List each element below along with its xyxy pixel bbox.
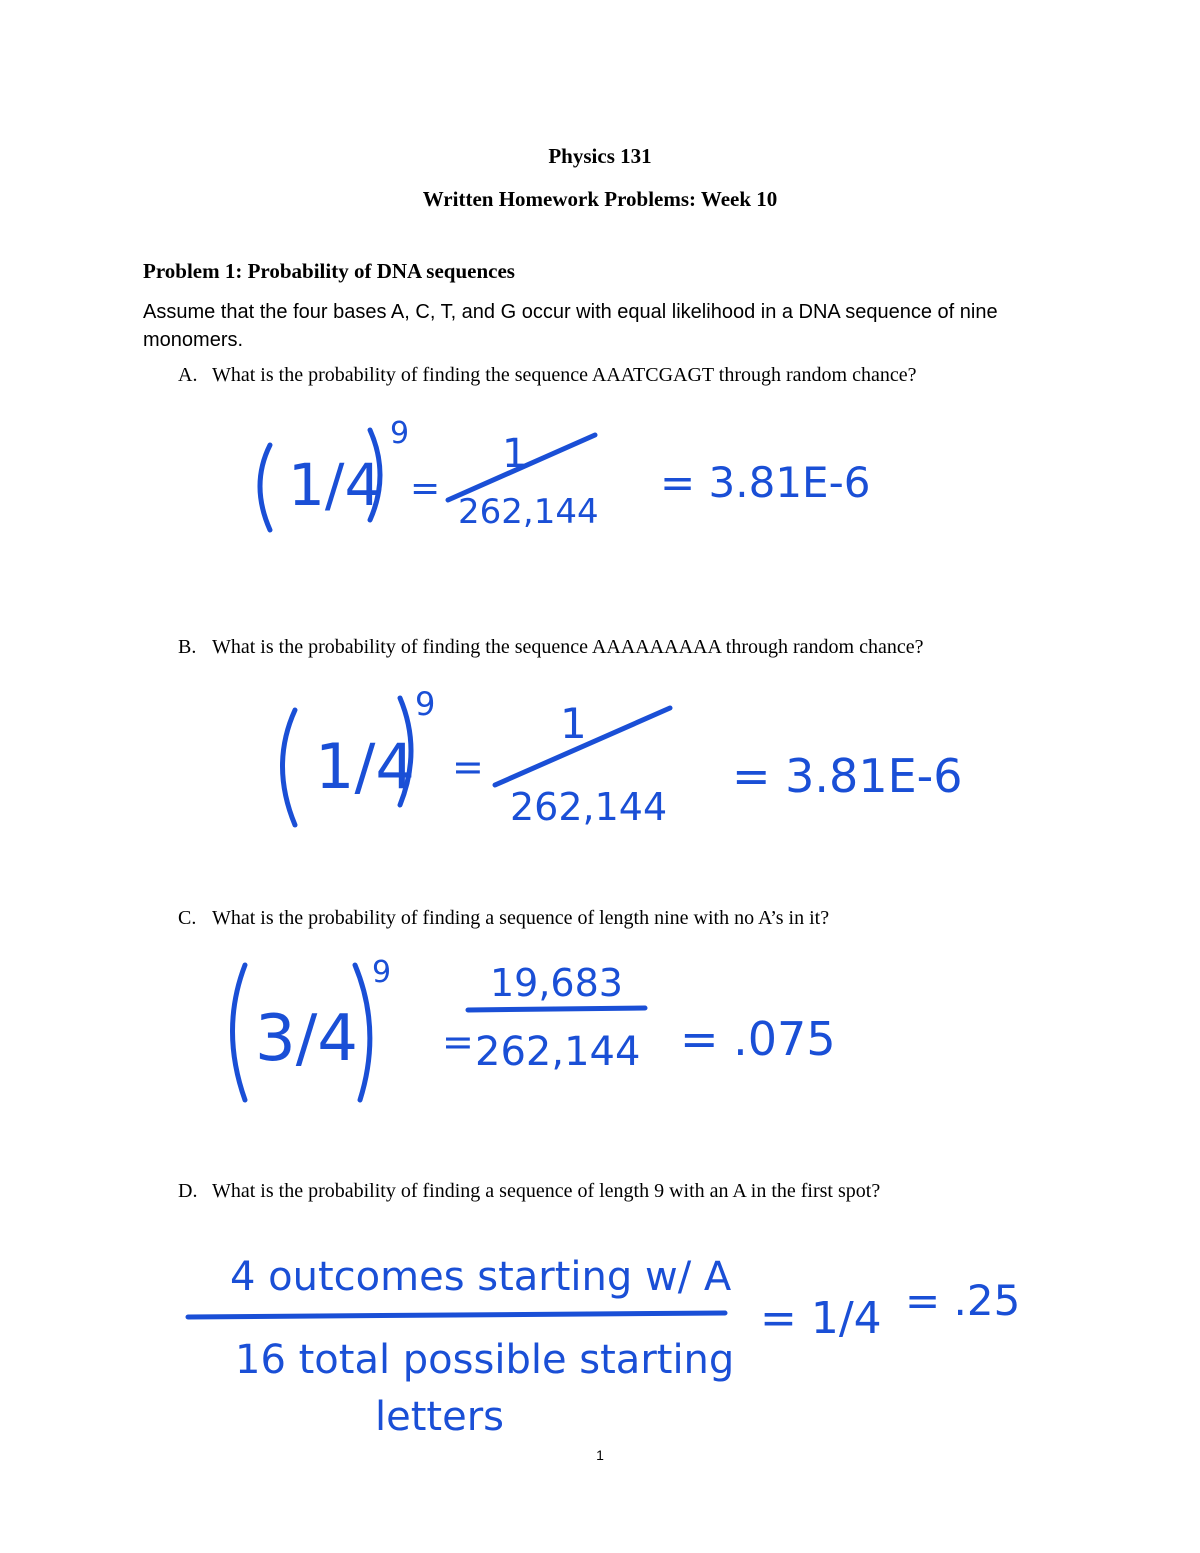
question-b: [178, 636, 923, 659]
answer-numerator: 1: [502, 431, 528, 477]
question-text: What is the probability of finding a sequence of length nine with no A’s in it?: [212, 907, 830, 929]
svg-text:=: =: [442, 1020, 474, 1064]
answer-denominator: 262,144: [510, 785, 668, 829]
problem-heading: Problem 1: Probability of DNA sequences: [143, 259, 515, 283]
answer-fraction: = 1/4: [760, 1293, 882, 1344]
question-letter: A.: [178, 364, 198, 386]
answer-numerator: 4 outcomes starting w/ A: [230, 1254, 732, 1300]
answer-result: = .25: [905, 1276, 1021, 1325]
answer-numerator: 1: [560, 699, 587, 748]
answer-denominator-line1: 16 total possible starting: [235, 1337, 735, 1383]
question-text: What is the probability of finding the sequence AAATCGAGT through random chance?: [212, 364, 917, 386]
answer-denominator: 262,144: [458, 492, 599, 532]
document-subtitle: Written Homework Problems: Week 10: [422, 187, 778, 211]
answer-exponent: 9: [372, 955, 392, 990]
question-c: [178, 907, 829, 930]
svg-text:=: =: [410, 468, 441, 509]
handwritten-answer-b: [270, 680, 970, 835]
question-text: What is the probability of finding a sequence of length 9 with an A in the first spot?: [212, 1180, 881, 1202]
answer-exponent: 9: [390, 416, 410, 451]
page-number: 1: [596, 1447, 604, 1463]
answer-exponent: 9: [415, 685, 436, 723]
question-letter: B.: [178, 636, 197, 658]
question-d: [178, 1180, 880, 1203]
question-text: What is the probability of finding the sequence AAAAAAAAA through random chance?: [212, 636, 924, 658]
question-a: [178, 364, 916, 387]
answer-base: 1/4: [315, 730, 415, 803]
answer-denominator: 262,144: [475, 1029, 641, 1075]
handwritten-answer-a: [240, 405, 880, 550]
answer-result: = 3.81E-6: [732, 749, 963, 803]
handwritten-answer-d: [180, 1225, 1040, 1450]
problem-intro: Assume that the four bases A, C, T, and G occur with equal likelihood in a DNA sequence of nine monomers.: [143, 301, 998, 351]
document-title: Physics 131: [548, 144, 652, 168]
answer-denominator-line2: letters: [375, 1394, 504, 1440]
answer-numerator: 19,683: [490, 961, 623, 1005]
answer-base: 1/4: [288, 451, 382, 519]
question-letter: C.: [178, 907, 197, 929]
question-letter: D.: [178, 1180, 198, 1202]
answer-base: 3/4: [255, 1002, 358, 1076]
handwritten-answer-c: [220, 950, 860, 1115]
answer-result: = 3.81E-6: [660, 458, 871, 507]
svg-text:=: =: [452, 745, 484, 789]
answer-result: = .075: [680, 1012, 836, 1066]
